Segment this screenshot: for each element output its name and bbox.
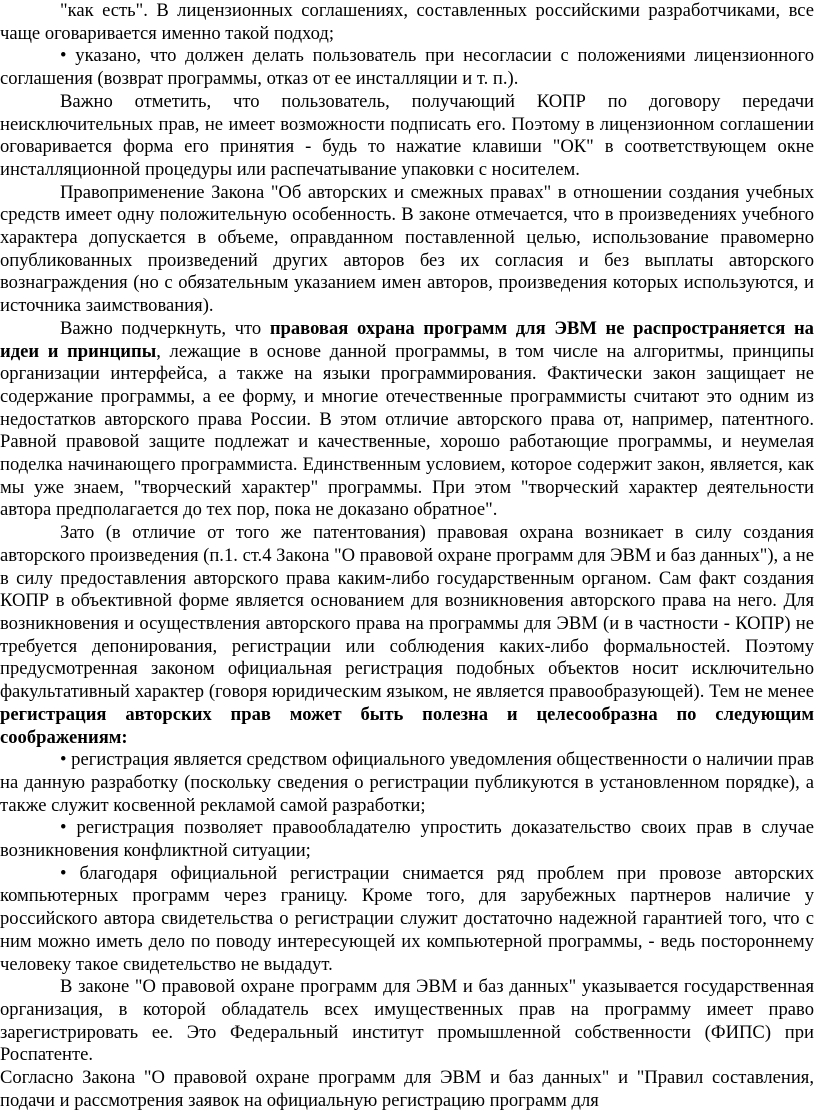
paragraph-ideas-not-protected bbox=[0, 318, 814, 522]
text-run: • регистрация является средством официального уведомления общественности о наличии прав на данную разработку (поскольку сведения о регистрации публикуются в установленном порядке), а также служит косвенной рекламой самой разработки; bbox=[0, 749, 814, 816]
text-run: Правоприменение Закона "Об авторских и смежных правах" в отношении создания учебных средств имеет одну положительную особенность. В законе отмечается, что в произведениях учебного характера допускается в объеме, оправданном поставленной целью, использование правомерно опубликованных произведений других авторов без их согласия и без выплаты авторского вознаграждения (но с обязательным указанием имен авторов, произведения которых используются, и источника заимствования). bbox=[0, 181, 814, 317]
paragraph-fips bbox=[0, 976, 814, 1067]
paragraph-acceptance-form bbox=[0, 91, 814, 182]
paragraph-rules bbox=[0, 1067, 814, 1112]
bold-text-run: регистрация авторских прав может быть полезна и целесообразна по следующим соображениям: bbox=[0, 703, 814, 748]
paragraph-bullet-notification bbox=[0, 749, 814, 817]
text-run: Зато (в отличие от того же патентования) правовая охрана возникает в силу создания авторского произведения (п.1. ст.4 Закона "О правовой охране программ для ЭВМ и баз данных"), а не в силу предоставления авторского права каким-либо государственным органом. Сам факт создания КОПР в объективной форме является основанием для возникновения авторского права на него. Для возникновения и осуществления авторского права на программы для ЭВМ (и в частности - КОПР) не требуется депонирования, регистрации или соблюдения каких-либо формальностей. Поэтому предусмотренная законом официальная регистрация подобных объектов носит исключительно факультативный характер (говоря юридическим языком, не является правообразующей). Тем не менее bbox=[0, 522, 814, 703]
paragraph-bullet-refusal bbox=[0, 45, 814, 90]
paragraph-educational-use bbox=[0, 182, 814, 318]
paragraph-bullet-proof bbox=[0, 817, 814, 862]
text-run: • благодаря официальной регистрации снимается ряд проблем при провозе авторских компьютерных программ через границу. Кроме того, для зарубежных партнеров наличие у российского автора свидетельства о регистрации служит достаточно надежной гарантией того, что с ним можно иметь дело по поводу интересующей их компьютерной программы, - ведь постороннему человеку такое свидетельство не выдадут. bbox=[0, 862, 814, 975]
text-run: • указано, что должен делать пользователь при несогласии с положениями лицензионного соглашения (возврат программы, отказ от ее инсталляции и т. п.). bbox=[0, 45, 814, 90]
bold-text-run: правовая охрана программ для ЭВМ не распространяется на идеи и принципы bbox=[0, 317, 814, 362]
text-run: • регистрация позволяет правообладателю упростить доказательство своих прав в случае возникновения конфликтной ситуации; bbox=[0, 817, 814, 862]
text-run: Согласно Закона "О правовой охране программ для ЭВМ и баз данных" и "Правил составления, подачи и рассмотрения заявок на официальную регистрацию программ для bbox=[0, 1067, 814, 1111]
text-run: , лежащие в основе данной программы, в том числе на алгоритмы, принципы организации интерфейса, а также на языки программирования. Фактически закон защищает не содержание программы, а ее форму, и многие отечественные программисты считают это одним из недостатков авторского права России. В этом отличие авторского права от, например, патентного. Равной правовой защите подлежат и качественные, хорошо работающие программы, и неумелая поделка начинающего программиста. Единственным условием, которое содержит закон, является, как мы уже знаем, "творческий характер" программы. При этом "творческий характер деятельности автора предполагается до тех пор, пока не доказано обратное". bbox=[0, 340, 815, 521]
text-run: Важно отметить, что пользователь, получающий КОПР по договору передачи неисключительных прав, не имеет возможности подписать его. Поэтому в лицензионном соглашении оговаривается форма его принятия - будь то нажатие клавиши "ОК" в соответствующем окне инсталляционной процедуры или распечатывание упаковки с носителем. bbox=[0, 90, 814, 180]
paragraph-intro-continued bbox=[0, 0, 814, 45]
text-run: Важно подчеркнуть, что bbox=[60, 317, 270, 339]
text-run: "как есть". В лицензионных соглашениях, составленных российскими разработчиками, все чаще оговаривается именно такой подход; bbox=[0, 0, 814, 44]
text-run: В законе "О правовой охране программ для ЭВМ и баз данных" указывается государственная организация, в которой обладатель всех имущественных прав на программу имеет право зарегистрировать ее. Это Федеральный институт промышленной собственности (ФИПС) при Роспатенте. bbox=[0, 976, 814, 1066]
paragraph-bullet-border bbox=[0, 863, 814, 977]
paragraph-registration-optional bbox=[0, 522, 814, 749]
